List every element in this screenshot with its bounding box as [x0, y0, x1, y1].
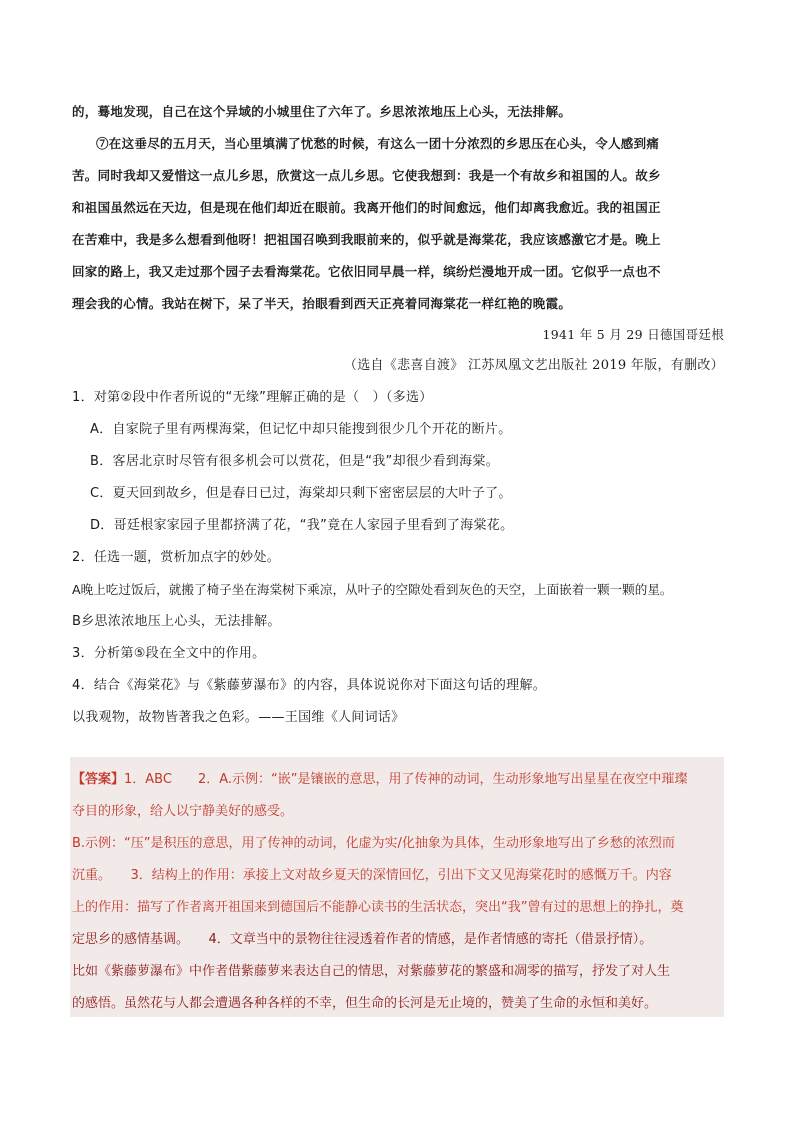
answer-line: 沉重。 3．结构上的作用：承接上文对故乡夏天的深情回忆，引出下文又见海棠花时的感慨万千。内容 [72, 868, 672, 883]
question-3: 3．分析第⑤段在全文中的作用。 [72, 646, 266, 661]
answer-line: 上的作用：描写了作者离开祖国来到德国后不能静心读书的生活状态，突出“我”曾有过的思想上的挣扎，奠 [72, 900, 684, 915]
answer-line: 的感悟。虽然花与人都会遭遇各种各样的不幸，但生命的长河是无止境的，赞美了生命的永恒和美好。 [72, 996, 658, 1011]
question-1: 1．对第②段中作者所说的“无缘”理解正确的是（ ）（多选） [72, 390, 433, 405]
passage-line: 的，蓦地发现，自己在这个异域的小城里住了六年了。乡思浓浓地压上心头，无法排解。 [72, 104, 572, 119]
passage-para7-line: ⑦在这垂尽的五月天，当心里填满了忧愁的时候，有这么一团十分浓烈的乡思压在心头，令人感到痛 [96, 136, 660, 151]
passage-para7-line: 理会我的心情。我站在树下，呆了半天，抬眼看到西天正亮着同海棠花一样红艳的晚霞。 [72, 296, 572, 311]
passage-para7-line: 苦。同时我却又爱惜这一点儿乡思，欣赏这一点儿乡思。它使我想到：我是一个有故乡和祖国的人。故乡 [72, 168, 661, 183]
passage-para7-line: 回家的路上，我又走过那个园子去看海棠花。它依旧同早晨一样，缤纷烂漫地开成一团。它似乎一点也不 [72, 264, 661, 279]
q1-option-a: A．自家院子里有两棵海棠，但记忆中却只能搜到很少几个开花的断片。 [90, 422, 512, 437]
quote-line: 以我观物，故物皆著我之色彩。——王国维《人间词话》 [72, 710, 405, 725]
passage-para7-line: 在苦难中，我是多么想看到他呀！把祖国召唤到我眼前来的，似乎就是海棠花，我应该感激它才是。晚上 [72, 232, 661, 247]
answer-line: 定思乡的感情基调。 4．文章当中的景物往往浸透着作者的情感，是作者情感的寄托（借景抒情）。 [72, 932, 653, 947]
answer-line: 夺目的形象，给人以宁静美好的感受。 [72, 804, 294, 819]
q2-choice-b: B乡思浓浓地压上心头，无法排解。 [72, 614, 281, 629]
date-line: 1941 年 5 月 29 日德国哥廷根 [542, 327, 724, 342]
passage-para7-line: 和祖国虽然远在天边，但是现在他们却近在眼前。我离开他们的时间愈远，他们却离我愈近。我的祖国正 [72, 200, 661, 215]
answer-label: 【答案】 [72, 772, 125, 787]
source-citation: （选自《悲喜自渡》 江苏凤凰文艺出版社 2019 年版，有删改） [343, 358, 724, 373]
answer-line: B.示例：“压”是积压的意思，用了传神的动词，化虚为实/化抽象为具体，生动形象地写出了乡愁的浓烈而 [72, 836, 675, 851]
question-4: 4．结合《海棠花》与《紫藤萝瀑布》的内容，具体说说你对下面这句话的理解。 [72, 678, 547, 693]
question-2: 2．任选一题，赏析加点字的妙处。 [72, 550, 281, 565]
q1-option-c: C．夏天回到故乡，但是春日已过，海棠却只剩下密密层层的大叶子了。 [90, 486, 512, 501]
q1-option-b: B．客居北京时尽管有很多机会可以赏花，但是“我”却很少看到海棠。 [90, 454, 499, 469]
q2-choice-a: A晚上吃过饭后，就搬了椅子坐在海棠树下乘凉，从叶子的空隙处看到灰色的天空，上面嵌着一颗一颗的星。 [72, 582, 673, 597]
answer-line: 比如《紫藤萝瀑布》中作者借紫藤萝来表达自己的情思，对紫藤萝花的繁盛和凋零的描写，抒发了对人生 [72, 964, 671, 979]
answer-line-1 [72, 772, 688, 788]
q1-option-d: D．哥廷根家家园子里都挤满了花，“我”竟在人家园子里看到了海棠花。 [90, 518, 514, 533]
answer-text: 1．ABC 2．A.示例：“嵌”是镶嵌的意思，用了传神的动词，生动形象地写出星星在夜空中璀璨 [124, 772, 688, 787]
